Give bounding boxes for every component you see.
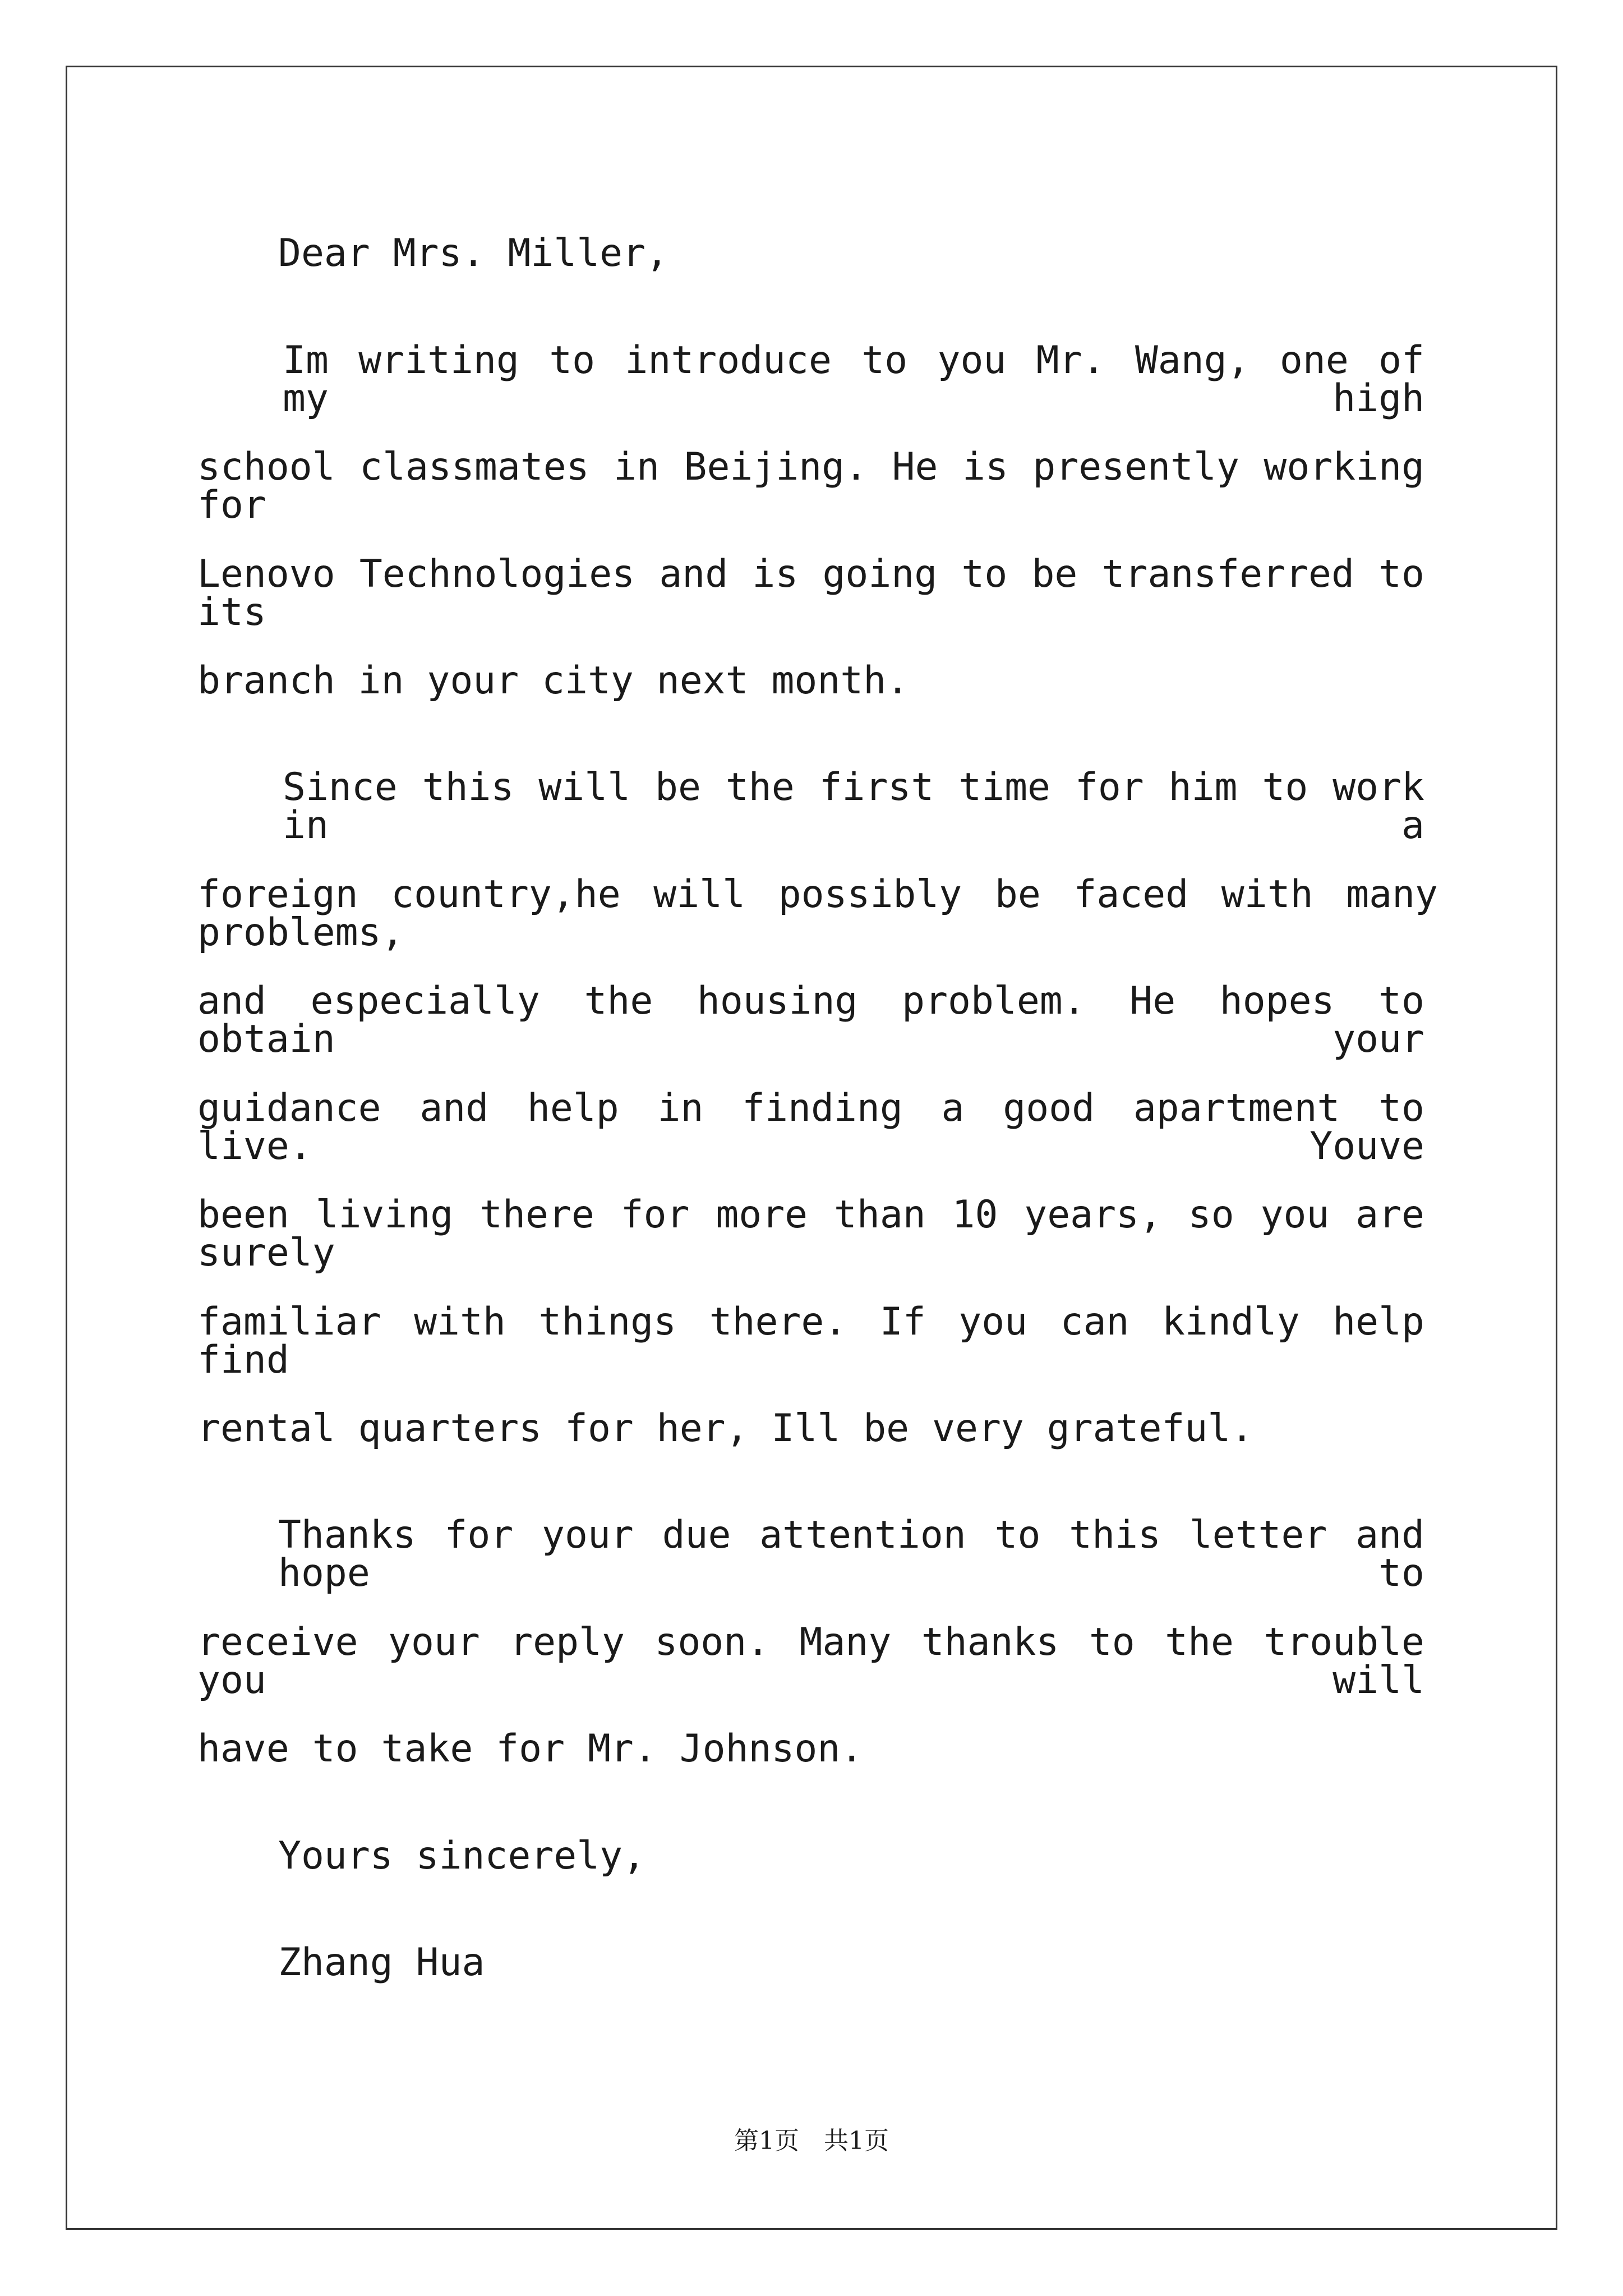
paragraph-2-line-7: rental quarters for her, Ill be very grateful. (197, 1406, 1254, 1451)
paragraph-3-line-1: Thanks for your due attention to this letter and hope to (278, 1513, 1424, 1595)
paragraph-2-line-6: familiar with things there. If you can kindly help find (197, 1300, 1424, 1382)
closing: Yours sincerely, (278, 1834, 646, 1878)
paragraph-1-line-2: school classmates in Beijing. He is presently working for (197, 445, 1424, 527)
signature: Zhang Hua (278, 1940, 485, 1985)
paragraph-3-line-3: have to take for Mr. Johnson. (197, 1727, 864, 1771)
salutation: Dear Mrs. Miller, (278, 231, 668, 275)
paragraph-3-line-2: receive your reply soon. Many thanks to the trouble you will (197, 1620, 1424, 1703)
paragraph-1-line-3: Lenovo Technologies and is going to be transferred to its (197, 552, 1424, 634)
paragraph-2-line-1: Since this will be the first time for him to work in a (283, 765, 1424, 848)
paragraph-2-line-4: guidance and help in finding a good apartment to live. Youve (197, 1086, 1424, 1168)
paragraph-1-line-1: Im writing to introduce to you Mr. Wang, one of my high (283, 338, 1424, 421)
paragraph-2-line-3: and especially the housing problem. He hopes to obtain your (197, 979, 1424, 1061)
paragraph-1-line-4: branch in your city next month. (197, 659, 910, 703)
page-footer: 第1页 共1页 (734, 2127, 889, 2155)
paragraph-2-line-2: foreign country,he will possibly be faced with many problems, (197, 872, 1438, 955)
paragraph-2-line-5: been living there for more than 10 years, so you are surely (197, 1193, 1424, 1275)
